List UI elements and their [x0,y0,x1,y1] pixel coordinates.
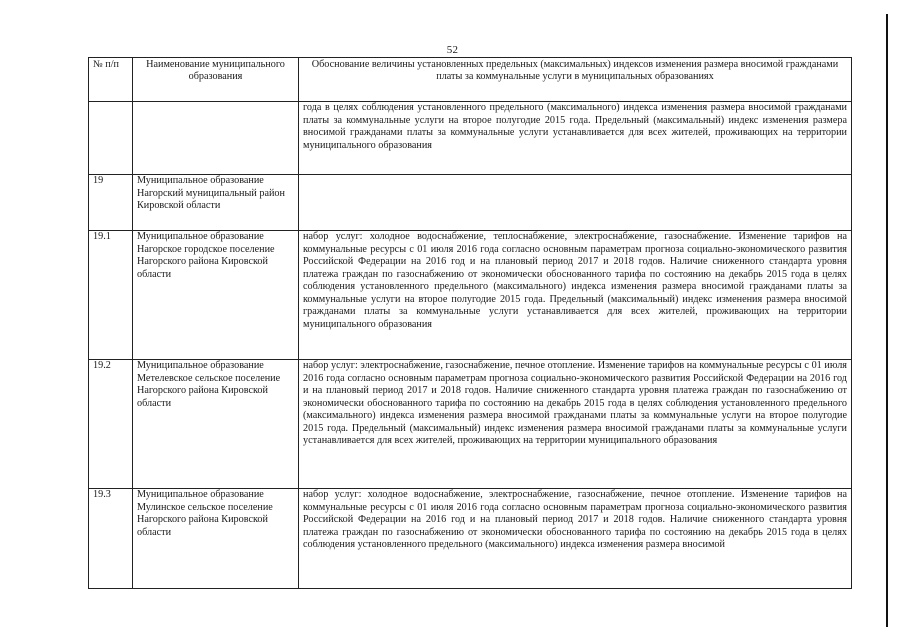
row-number: 19.1 [89,231,133,360]
row-justification: набор услуг: электроснабжение, газоснабжение, печное отопление. Изменение тарифов на коммунальные ресурсы с 01 июля 2016 года согласно основным параметрам прогноза социально-экономического развития Российской Федерации на 2016 год и на плановый период 2017 и 2018 годов. Наличие сниженного стандарта уровня платежа граждан по газоснабжению от экономически обоснованного тарифа по состоянию на декабрь 2015 года в целях соблюдения установленного предельного (максимального) индекса изменения размера вносимой гражданами платы за коммунальные услуги на второе полугодие 2015 года. Предельный (максимальный) индекс изменения размера вносимой гражданами платы за коммунальные услуги устанавливается для всех жителей, проживающих на территории муниципального образования [299,360,852,489]
scan-edge-line [886,14,888,627]
row-municipality-name: Муниципальное образование Нагорское городское поселение Нагорского района Кировской области [133,231,299,360]
table-header-row [89,58,852,102]
table-row [89,102,852,175]
municipal-index-table [88,57,852,589]
header-justification: Обоснование величины установленных предельных (максимальных) индексов изменения размера вносимой гражданами платы за коммунальные услуги в муниципальных образованиях [299,58,852,102]
row-justification: года в целях соблюдения установленного предельного (максимального) индекса изменения размера вносимой гражданами платы за коммунальные услуги на второе полугодие 2015 года. Предельный (максимальный) индекс изменения размера вносимой гражданами платы за коммунальные услуги устанавливается для всех жителей, проживающих на территории муниципального образования [299,102,852,175]
header-municipality-name: Наименование муниципального образования [133,58,299,102]
row-number [89,102,133,175]
row-number: 19 [89,175,133,231]
row-number: 19.2 [89,360,133,489]
table-row [89,175,852,231]
header-number: № п/п [89,58,133,102]
row-justification: набор услуг: холодное водоснабжение, теплоснабжение, электроснабжение, газоснабжение. Изменение тарифов на коммунальные ресурсы с 01 июля 2016 года согласно основным параметрам прогноза социально-экономического развития Российской Федерации на 2016 год и на плановый период 2017 и 2018 годов. Наличие сниженного стандарта уровня платежа граждан по газоснабжению от экономически обоснованного тарифа по состоянию на декабрь 2015 года в целях соблюдения установленного предельного (максимального) индекса изменения размера вносимой гражданами платы за коммунальные услуги на второе полугодие 2015 года. Предельный (максимальный) индекс изменения размера вносимой гражданами платы за коммунальные услуги устанавливается для всех жителей, проживающих на территории муниципального образования [299,231,852,360]
row-municipality-name: Муниципальное образование Метелевское сельское поселение Нагорского района Кировской области [133,360,299,489]
row-municipality-name: Муниципальное образование Нагорский муниципальный район Кировской области [133,175,299,231]
row-municipality-name [133,102,299,175]
table-row [89,360,852,489]
row-municipality-name: Муниципальное образование Мулинское сельское поселение Нагорского района Кировской области [133,489,299,589]
row-justification [299,175,852,231]
page-number: 52 [446,44,459,56]
table-row [89,231,852,360]
table-row [89,489,852,589]
row-number: 19.3 [89,489,133,589]
row-justification: набор услуг: холодное водоснабжение, электроснабжение, газоснабжение, печное отопление. Изменение тарифов на коммунальные ресурсы с 01 июля 2016 года согласно основным параметрам прогноза социально-экономического развития Российской Федерации на 2016 год и на плановый период 2017 и 2018 годов. Наличие сниженного стандарта уровня платежа граждан по газоснабжению от экономически обоснованного тарифа по состоянию на декабрь 2015 года в целях соблюдения установленного предельного (максимального) индекса изменения размера вносимой [299,489,852,589]
